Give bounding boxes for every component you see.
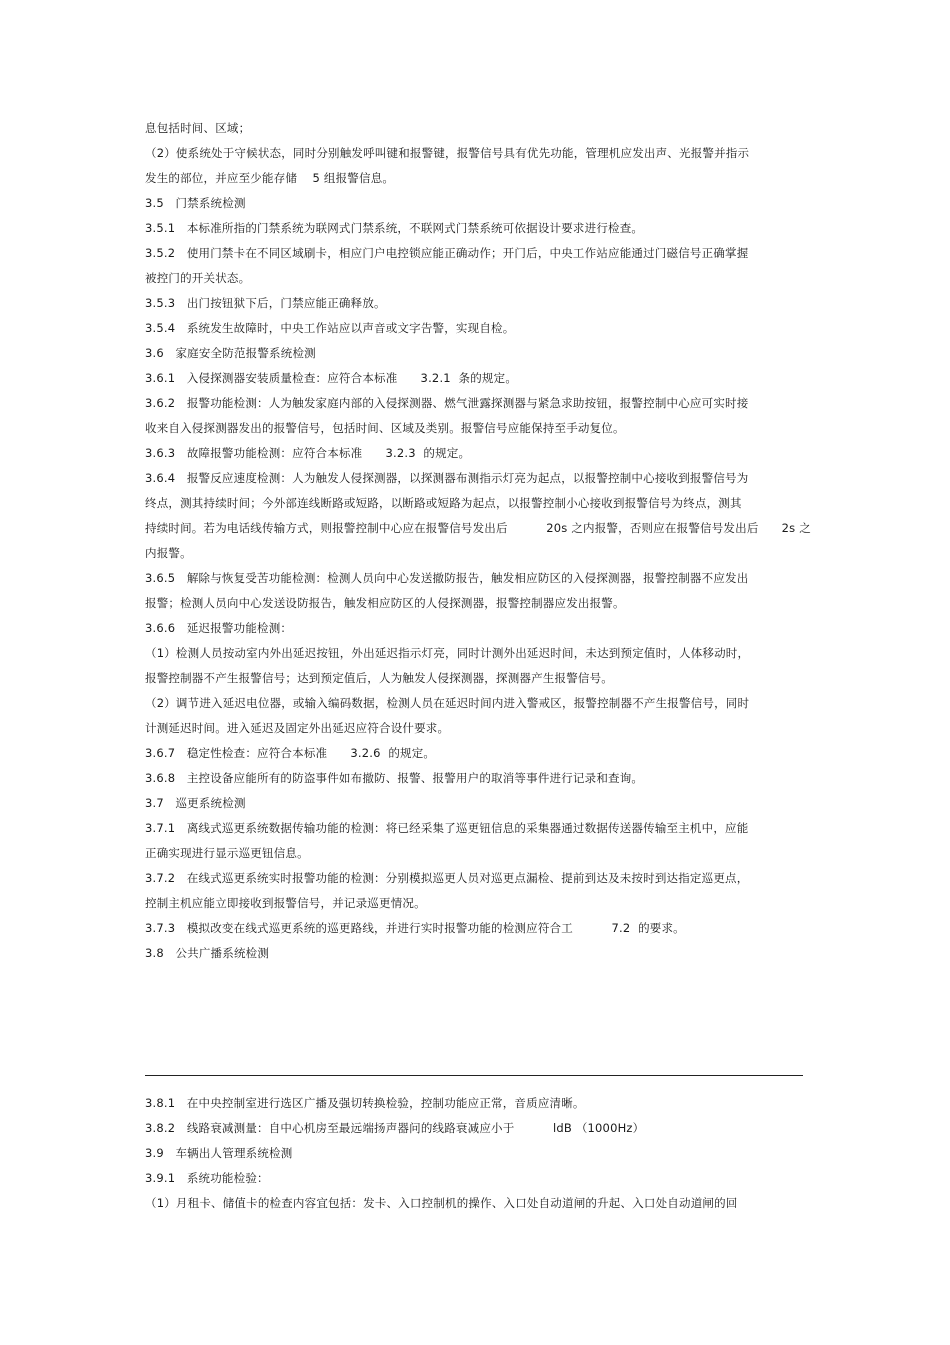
text-line: 发生的部位，并应至少能存储 5 组报警信息。 [145,171,395,185]
text-line: （2）调节进入延迟电位器，或输入编码数据，检测人员在延迟时间内进入警戒区，报警控制器不产生报警信号，同时 [145,696,750,710]
text-line: 正确实现进行显示巡更钮信息。 [145,846,309,860]
text-line: 被控门的开关状态。 [145,271,251,285]
section-heading: 3.5 门禁系统检测 [145,196,246,210]
text-line: 报警控制器不产生报警信号；达到预定值后，人为触发人侵探测器，探测器产生报警信号。 [145,671,613,685]
text-line: 3.6.8 主控设备应能所有的防盗事件如布撤防、报警、报警用户的取消等事件进行记录和查询。 [145,771,644,785]
text-line: 3.7.3 模拟改变在线式巡更系统的巡更路线，并进行实时报警功能的检测应符合工 7.2 的要求。 [145,921,685,935]
text-line: 3.6.5 解除与恢复受苦功能检测：检测人员向中心发送撤防报告，触发相应防区的入侵探测器，报警控制器不应发出 [145,571,749,585]
section-heading: 3.6 家庭安全防范报警系统检测 [145,346,316,360]
text-line: 收来自入侵探测器发出的报警信号，包括时间、区域及类别。报警信号应能保持至手动复位。 [145,421,625,435]
page-divider [145,1075,803,1076]
text-line: 3.8.1 在中央控制室进行选区广播及强切转换检验，控制功能应正常，音质应清晰。 [145,1096,585,1110]
text-line: 3.6.7 稳定性检查：应符合本标准 3.2.6 的规定。 [145,746,436,760]
text-line: 3.6.4 报警反应速度检测：人为触发人侵探测器，以探测器布测指示灯亮为起点，以报警控制中心接收到报警信号为 [145,471,749,485]
text-line: 3.6.1 入侵探测器安装质量检查：应符合本标准 3.2.1 条的规定。 [145,371,518,385]
text-line: 3.8.2 线路衰减测量：自中心机房至最远端扬声器问的线路衰减应小于 ldB （1000Hz） [145,1121,645,1135]
text-line: 3.6.3 故障报警功能检测：应符合本标准 3.2.3 的规定。 [145,446,471,460]
text-line: 计测延迟时间。进入延迟及固定外出延迟应符合设什要求。 [145,721,450,735]
section-heading: 3.8 公共广播系统检测 [145,946,270,960]
text-line: （2）使系统处于守候状态，同时分别触发呼叫键和报警键，报警信号具有优先功能，管理机应发出声、光报警并指示 [145,146,750,160]
text-line: 控制主机应能立即接收到报警信号，并记录巡更情况。 [145,896,426,910]
section-heading: 3.9 车辆出人管理系统检测 [145,1146,293,1160]
text-line: （1）检测人员按动室内外出延迟按钮，外出延迟指示灯亮，同时计测外出延迟时间，未达到预定值时，人体移动时， [145,646,750,660]
text-line: 3.6.6 延迟报警功能检测： [145,621,293,635]
text-line: 报警；检测人员向中心发送设防报告，触发相应防区的人侵探测器，报警控制器应发出报警。 [145,596,625,610]
text-line: 3.7.1 离线式巡更系统数据传输功能的检测：将已经采集了巡更钮信息的采集器通过数据传送器传输至主机中，应能 [145,821,749,835]
text-line: 3.9.1 系统功能检验： [145,1171,269,1185]
text-line: 终点，测其持续时间；今外部连线断路或短路，以断路或短路为起点，以报警控制小心接收到报警信号为终点，测其 [145,496,742,510]
text-line: 3.5.2 使用门禁卡在不同区域刷卡，相应门户电控锁应能正确动作；开门后，中央工作站应能通过门磁信号正确掌握 [145,246,749,260]
text-line: 3.5.1 本标准所指的门禁系统为联网式门禁系统，不联网式门禁系统可依据设计要求进行检查。 [145,221,644,235]
text-line: 内报警。 [145,546,192,560]
text-line: 息包括时间、区域； [145,121,251,135]
section-heading: 3.7 巡更系统检测 [145,796,246,810]
text-line: 3.5.4 系统发生故障时，中央工作站应以声音或文字告警，实现自检。 [145,321,515,335]
text-line: （1）月租卡、储值卡的检查内容宜包括：发卡、入口控制机的操作、入口处自动道闸的升起、入口处自动道闸的回 [145,1196,738,1210]
text-line: 持续时间。若为电话线传输方式，则报警控制中心应在报警信号发出后 20s 之内报警，否则应在报警信号发出后 2s 之 [145,521,811,535]
text-line: 3.7.2 在线式巡更系统实时报警功能的检测：分别模拟巡更人员对巡更点漏检、提前到达及未按时到达指定巡更点， [145,871,749,885]
text-line: 3.5.3 出门按钮狱下后，门禁应能正确释放。 [145,296,386,310]
text-line: 3.6.2 报警功能检测：人为触发家庭内部的入侵探测器、燃气泄露探测器与紧急求助按钮，报警控制中心应可实时接 [145,396,749,410]
